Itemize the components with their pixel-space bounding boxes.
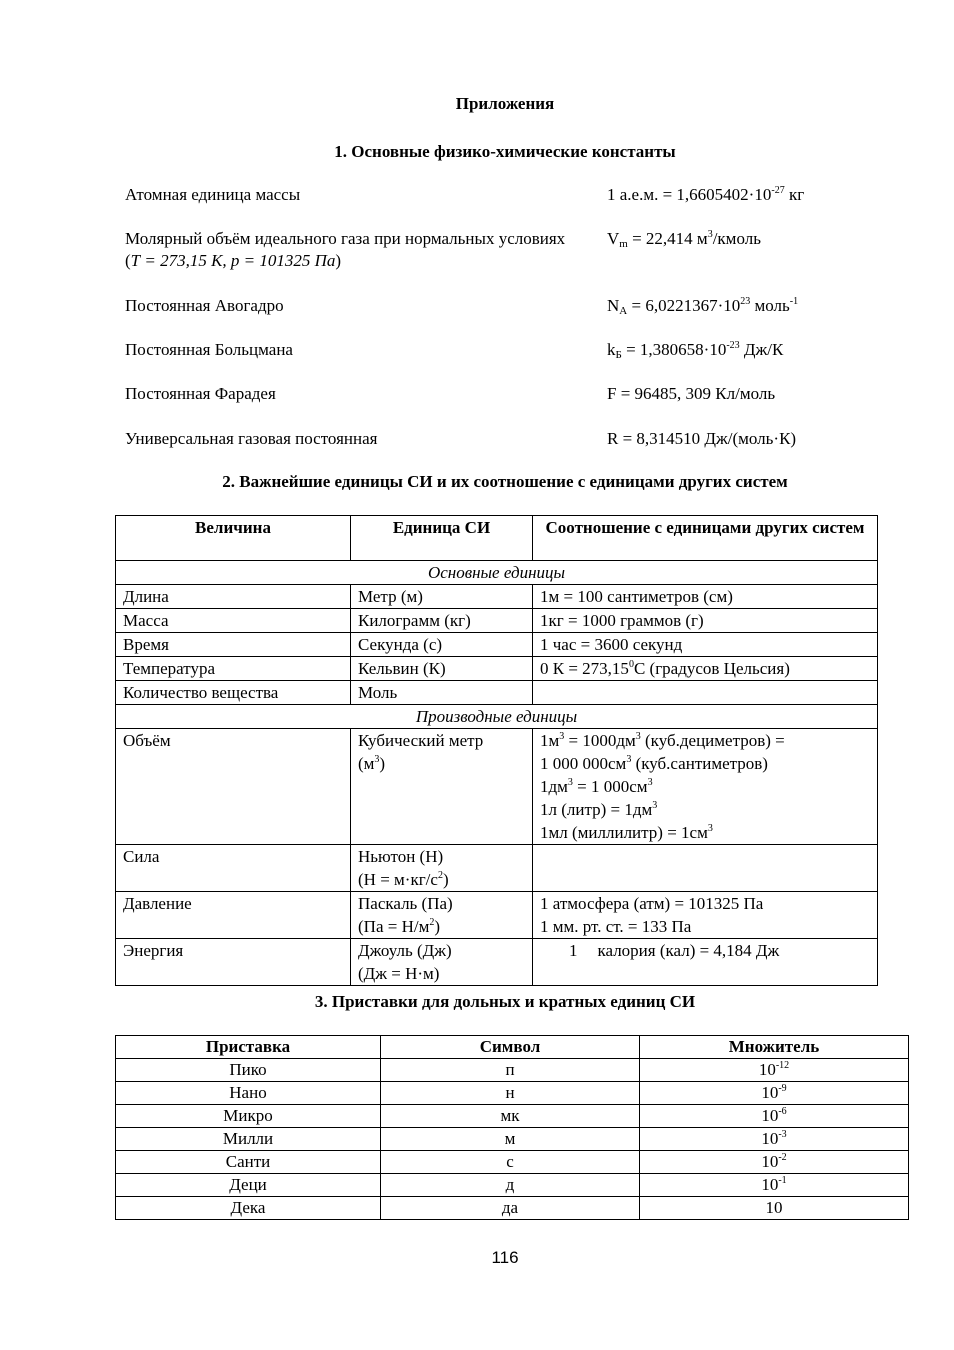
constant-value-molar-volume: $V_m = 22,414$ $м^3$/кмоль (607, 229, 761, 250)
symbol-cell: д (381, 1174, 640, 1197)
table-row (116, 1174, 909, 1197)
header-quantity: Величина (116, 516, 351, 561)
prefix-cell: Санти (116, 1151, 381, 1174)
prefix-cell: Дека (116, 1197, 381, 1220)
relation-cell: 0 $К = 273,15^0С$ (градусов Цельсия) (533, 657, 878, 681)
symbol-cell: да (381, 1197, 640, 1220)
quantity-cell: Объём (116, 729, 351, 845)
table-row (116, 633, 878, 657)
header-prefix: Приставка (116, 1036, 381, 1059)
page-number: 116 (491, 1248, 519, 1267)
relation-cell: 1 атмосфера (атм) = 101325 Па 1 мм. рт. ст. = 133 Па (533, 892, 878, 939)
constant-value-boltzmann: $k_Б = 1,380658\cdot 10^{-23}$ Дж/К (607, 340, 784, 361)
prefix-cell: Пико (116, 1059, 381, 1082)
unit-cell: Килограмм (кг) (351, 609, 533, 633)
constant-value-avogadro: $N_A = 6,0221367\cdot 10^{23}$ моль$^{-1}$ (607, 296, 799, 317)
relation-cell (533, 681, 878, 705)
quantity-cell: Количество вещества (116, 681, 351, 705)
unit-cell: Кубический метр $(м^3)$ (351, 729, 533, 845)
table-row (116, 729, 878, 845)
unit-cell: Ньютон (Н) $(Н = м\cdot кг/с^2)$ (351, 845, 533, 892)
multiplier-cell: $10^{-6}$ (640, 1105, 909, 1128)
multiplier-cell: $10^{-1}$ (640, 1174, 909, 1197)
symbol-cell: м (381, 1128, 640, 1151)
quantity-cell: Время (116, 633, 351, 657)
relation-cell: $1м^3 = 1000дм^3$ (куб.дециметров) = 1 000 $000см^3$ (куб.сантиметров) $1дм^3 = 1$ $000см^3$ 1л (литр) = $1дм^3$ 1мл (миллилитр) = $1см^3$ (533, 729, 878, 845)
quantity-cell: Длина (116, 585, 351, 609)
header-si-unit: Единица СИ (351, 516, 533, 561)
relation-cell (533, 845, 878, 892)
relation-cell: 1м = 100 сантиметров (см) (533, 585, 878, 609)
table-row (116, 1105, 909, 1128)
table-row (116, 892, 878, 939)
table-row (116, 1151, 909, 1174)
constant-name-amu: Атомная единица массы (125, 185, 301, 204)
table-row (116, 845, 878, 892)
constant-value-amu: 1 а.е.м. = $1,6605402\cdot 10^{-27}$ кг (607, 185, 805, 204)
section1-heading: 1. Основные физико-химические константы (334, 142, 676, 161)
table-row (116, 1197, 909, 1220)
table-row (116, 1128, 909, 1151)
quantity-cell: Масса (116, 609, 351, 633)
table-row (116, 681, 878, 705)
header-multiplier: Множитель (640, 1036, 909, 1059)
symbol-cell: мк (381, 1105, 640, 1128)
derived-units-label: Производные единицы (116, 705, 878, 729)
unit-cell: Джоуль (Дж) (Дж = Н·м) (351, 939, 533, 986)
relation-cell: 1кг = 1000 граммов (г) (533, 609, 878, 633)
multiplier-cell: $10^{-3}$ (640, 1128, 909, 1151)
relation-cell: 1 калория (кал) = 4,184 Дж (533, 939, 878, 986)
quantity-cell: Давление (116, 892, 351, 939)
table-row (116, 939, 878, 986)
multiplier-cell: $10^{-12}$ (640, 1059, 909, 1082)
multiplier-cell: $10^{-9}$ (640, 1082, 909, 1105)
prefix-cell: Деци (116, 1174, 381, 1197)
constant-value-faraday: F = 96485, 309 Кл/моль (607, 384, 776, 403)
quantity-cell: Сила (116, 845, 351, 892)
page-title: Приложения (455, 94, 555, 113)
table-row (116, 1059, 909, 1082)
header-relation: Соотношение с единицами других систем (533, 516, 878, 561)
prefix-table (115, 1035, 909, 1220)
unit-cell: Секунда (с) (351, 633, 533, 657)
table-row (116, 657, 878, 681)
relation-cell: 1 час = 3600 секунд (533, 633, 878, 657)
constant-value-gas-constant: R = 8,314510 Дж/(моль·К) (607, 429, 797, 448)
prefix-cell: Милли (116, 1128, 381, 1151)
symbol-cell: п (381, 1059, 640, 1082)
prefix-cell: Микро (116, 1105, 381, 1128)
quantity-cell: Энергия (116, 939, 351, 986)
constant-name-boltzmann: Постоянная Больцмана (125, 340, 293, 359)
constant-name-molar-volume: Молярный объём идеального газа при нормальных условиях (Т = 273,15 К, р = 101325 Па) (125, 229, 566, 270)
constant-name-avogadro: Постоянная Авогадро (125, 296, 284, 315)
unit-cell: Паскаль (Па) $(Па = Н/м^2)$ (351, 892, 533, 939)
multiplier-cell: $10^{-2}$ (640, 1151, 909, 1174)
table-row (116, 609, 878, 633)
quantity-cell: Температура (116, 657, 351, 681)
constant-name-faraday: Постоянная Фарадея (125, 384, 276, 403)
symbol-cell: н (381, 1082, 640, 1105)
si-units-table (115, 515, 878, 986)
header-symbol: Символ (381, 1036, 640, 1059)
table-row (116, 585, 878, 609)
prefix-cell: Нано (116, 1082, 381, 1105)
unit-cell: Метр (м) (351, 585, 533, 609)
unit-cell: Кельвин (К) (351, 657, 533, 681)
constant-name-gas-constant: Универсальная газовая постоянная (125, 429, 378, 448)
symbol-cell: с (381, 1151, 640, 1174)
section3-heading: 3. Приставки для дольных и кратных единиц СИ (314, 992, 696, 1011)
multiplier-cell: 10 (640, 1197, 909, 1220)
table-row (116, 1082, 909, 1105)
section2-heading: 2. Важнейшие единицы СИ и их соотношение с единицами других систем (222, 472, 788, 491)
unit-cell: Моль (351, 681, 533, 705)
basic-units-label: Основные единицы (116, 561, 878, 585)
